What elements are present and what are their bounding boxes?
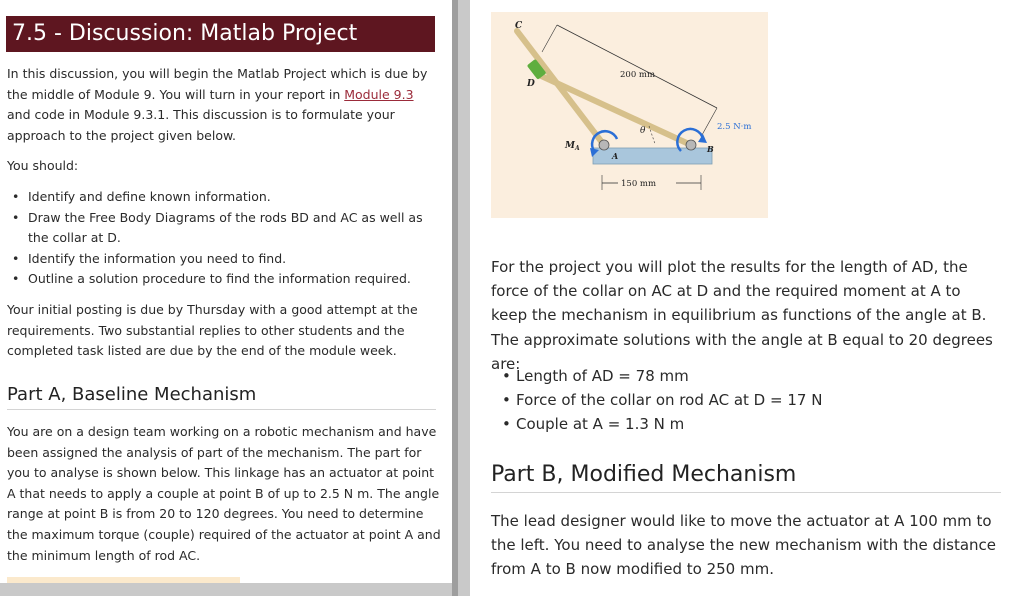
label-c: C [515,21,523,31]
panel-divider [452,0,458,596]
dimension-150-label: 150 mm [621,179,657,189]
part-b-paragraph: The lead designer would like to move the actuator at A 100 mm to the left. You need to analyse the new mechanism with the distance from A to B now modified to 250 mm. [491,512,997,579]
list-item: • Identify and define known information. [7,187,442,208]
list-item: • Length of AD = 78 mm [491,364,1001,388]
posting-paragraph: Your initial posting is due by Thursday with a good attempt at the requirements. Two substantial replies to other students and the completed task listed are due by the end of the module week. [7,302,418,359]
intro-text-start: In this discussion, you will begin the Matlab Project which is due by the middle of Module 9. You will turn in your report in [7,66,428,102]
list-item: • Outline a solution procedure to find the information required. [7,269,442,290]
mechanism-figure [491,12,768,218]
part-b-heading: Part B, Modified Mechanism [491,462,797,487]
arrowhead [698,134,707,143]
list-item: • Couple at A = 1.3 N m [491,412,1001,436]
part-a-heading: Part A, Baseline Mechanism [7,384,257,405]
mechanism-diagram [491,12,768,218]
part-a-paragraph: You are on a design team working on a robotic mechanism and have been assigned the analysis of part of the mechanism. The part for you to analyse is shown below. This linkage has an actuator at point A that needs to apply a couple at point B of up to 2.5 N m. The angle range at point B is from 20 to 120 degrees. You need to determine the maximum torque (couple) required of the actuator at point A and the minimum length of rod AC. [7,424,441,563]
divider [491,492,1001,493]
module-9-3-link[interactable]: Module 9.3 [344,86,414,102]
dimension-200-label: 200 mm [620,70,656,80]
label-a: A [612,151,619,161]
results-list [491,364,1001,437]
task-list [7,187,442,290]
base-plate [593,148,712,164]
page-title: 7.5 - Discussion: Matlab Project [6,16,435,52]
label-theta: θ [640,126,646,136]
left-panel [0,0,452,583]
you-should-label: You should: [7,158,79,173]
label-b: B [707,144,714,154]
intro-text-end: and code in Module 9.3.1. This discussion is to formulate your approach to the project given below. [7,107,395,143]
moment-label: 2.5 N·m [717,122,752,132]
right-panel [470,0,1024,596]
label-ma: $M_A$ [565,141,580,152]
list-item: • Identify the information you need to find. [7,249,442,270]
list-item: • Draw the Free Body Diagrams of the rods BD and AC as well as the collar at D. [7,208,442,249]
intro-paragraph [7,64,437,146]
list-item: • Force of the collar on rod AC at D = 17 N [491,388,1001,412]
figure-preview-edge [7,577,240,583]
pin-a [599,140,609,150]
extension-line [702,108,717,135]
pin-b [686,140,696,150]
label-d: D [527,79,535,89]
project-paragraph: For the project you will plot the results for the length of AD, the force of the collar on AC at D and the required moment at A to keep the mechanism in equilibrium as functions of the angle at B. The approximate solutions with the angle at B equal to 20 degrees are: [491,258,993,373]
divider [7,409,436,410]
extension-line [542,25,557,52]
